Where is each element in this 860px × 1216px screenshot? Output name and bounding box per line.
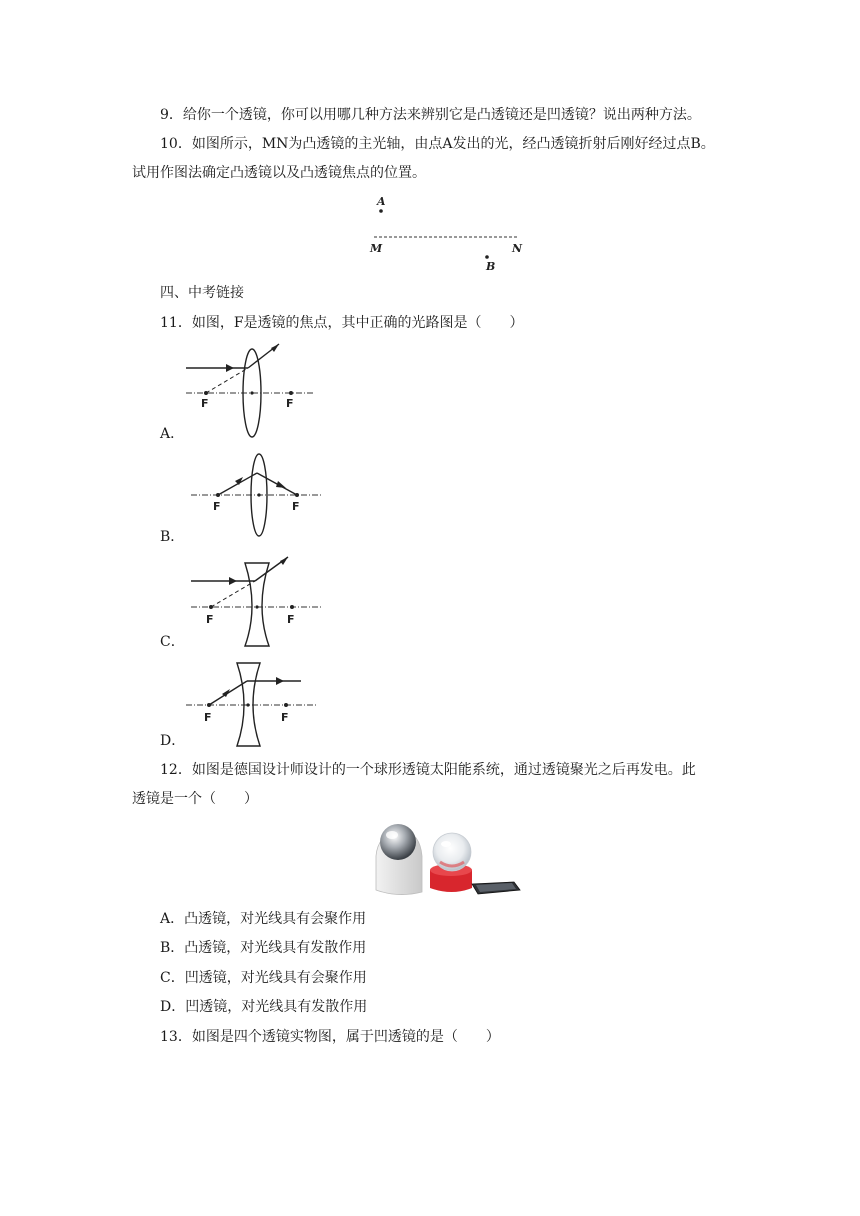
focus-label: F xyxy=(206,613,214,626)
solar-lens-photo xyxy=(368,818,524,902)
focus-label: F xyxy=(213,500,221,513)
q12-line2: 透镜是一个（ ） xyxy=(132,791,258,807)
section-title: 四、中考链接 xyxy=(160,285,244,301)
focus-label: F xyxy=(281,711,289,724)
q9-text: 9．给你一个透镜，你可以用哪几种方法来辨别它是凸透镜还是凹透镜？说出两种方法。 xyxy=(160,107,701,123)
focus-label: F xyxy=(286,397,294,410)
label-m: M xyxy=(370,242,383,255)
q12-option-c: C．凹透镜，对光线具有会聚作用 xyxy=(160,970,367,986)
q10-line2: 试用作图法确定凸透镜以及凸透镜焦点的位置。 xyxy=(132,165,426,181)
q12-option-b: B．凸透镜，对光线具有发散作用 xyxy=(160,940,367,956)
q11-option-b: B． xyxy=(160,529,185,545)
label-n: N xyxy=(512,242,523,255)
q11-option-a: A． xyxy=(160,426,185,442)
q10-diagram xyxy=(360,192,540,278)
q11-diagram-a xyxy=(180,340,320,440)
focus-label: F xyxy=(204,711,212,724)
q12-option-a: A．凸透镜，对光线具有会聚作用 xyxy=(160,911,367,927)
concave-lens xyxy=(245,563,269,646)
q11-option-c: C． xyxy=(160,634,185,650)
focus-label: F xyxy=(292,500,300,513)
label-b: B xyxy=(486,260,496,273)
q11-diagram-c xyxy=(185,553,325,648)
q13-text: 13．如图是四个透镜实物图，属于凹透镜的是（ ） xyxy=(160,1029,500,1045)
focus-label: F xyxy=(287,613,295,626)
label-a: A xyxy=(377,195,386,208)
focus-label: F xyxy=(201,397,209,410)
q11-option-d: D． xyxy=(160,733,186,749)
q10-line1: 10．如图所示，MN为凸透镜的主光轴，由点A发出的光，经凸透镜折射后刚好经过点B。 xyxy=(160,136,715,152)
point-b xyxy=(485,255,489,259)
q12-line1: 12．如图是德国设计师设计的一个球形透镜太阳能系统，通过透镜聚光之后再发电。此 xyxy=(160,762,696,778)
q11-diagram-d xyxy=(180,658,320,753)
point-a xyxy=(379,209,383,213)
q11-stem: 11．如图，F是透镜的焦点，其中正确的光路图是（ ） xyxy=(160,315,524,331)
q12-option-d: D．凹透镜，对光线具有发散作用 xyxy=(160,999,368,1015)
q11-diagram-b xyxy=(185,450,325,545)
